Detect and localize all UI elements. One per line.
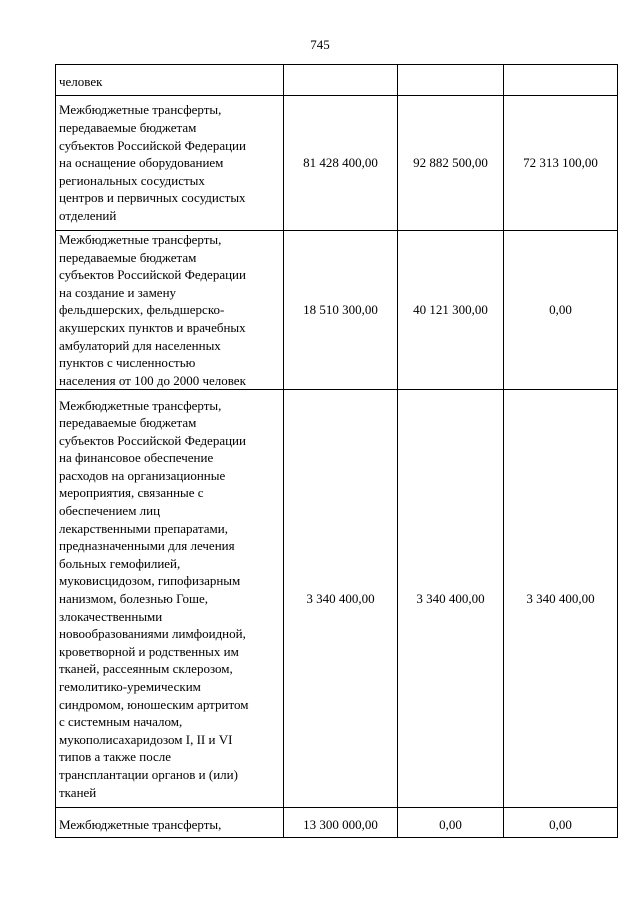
description-line: трансплантации органов и (или) xyxy=(59,766,238,782)
description-line: отделений xyxy=(59,207,117,223)
table-row xyxy=(56,96,618,231)
description-line: амбулаторий для населенных xyxy=(59,337,221,353)
description-line: новообразованиями лимфоидной, xyxy=(59,626,246,642)
description-line: Межбюджетные трансферты, xyxy=(59,397,222,413)
description-line: муковисцидозом, гипофизарным xyxy=(59,573,241,589)
description-line: Межбюджетные трансферты, xyxy=(59,232,222,247)
amount-year-1: 3 340 400,00 xyxy=(284,390,398,808)
description-line: обеспечением лиц xyxy=(59,503,161,519)
description-line: лекарственными препаратами, xyxy=(59,520,228,536)
budget-table-body xyxy=(56,65,618,838)
amount-year-2 xyxy=(398,65,504,96)
description-line: предназначенными для лечения xyxy=(59,538,235,554)
table-row xyxy=(56,390,618,808)
description-line: передаваемые бюджетам xyxy=(59,415,197,431)
description-line: на создание и замену xyxy=(59,284,177,300)
description-line: на финансовое обеспечение xyxy=(59,450,214,466)
amount-year-2: 3 340 400,00 xyxy=(398,390,504,808)
description-line: субъектов Российской Федерации xyxy=(59,137,246,153)
description-line: типов а также после xyxy=(59,749,172,765)
description-line: населения от 100 до 2000 человек xyxy=(59,372,246,388)
description-line: передаваемые бюджетам xyxy=(59,249,197,265)
description-line: Межбюджетные трансферты, xyxy=(59,816,222,832)
description-line: синдромом, юношеским артритом xyxy=(59,696,249,712)
description-line: мероприятия, связанные с xyxy=(59,485,204,501)
amount-year-3 xyxy=(504,65,618,96)
table-row xyxy=(56,65,618,96)
amount-year-1 xyxy=(284,65,398,96)
row-description xyxy=(56,65,284,96)
description-line: тканей, рассеянным склерозом, xyxy=(59,661,233,677)
amount-year-2: 92 882 500,00 xyxy=(398,96,504,231)
row-description xyxy=(56,808,284,838)
row-description xyxy=(56,231,284,390)
description-line: нанизмом, болезнью Гоше, xyxy=(59,591,209,607)
table-row xyxy=(56,231,618,390)
description-line: пунктов с численностью xyxy=(59,355,196,371)
amount-year-2: 40 121 300,00 xyxy=(398,231,504,390)
amount-year-1: 13 300 000,00 xyxy=(284,808,398,838)
amount-year-3: 0,00 xyxy=(504,808,618,838)
description-line: на оснащение оборудованием xyxy=(59,155,224,171)
amount-year-1: 81 428 400,00 xyxy=(284,96,398,231)
description-line: расходов на организационные xyxy=(59,467,226,483)
description-line: центров и первичных сосудистых xyxy=(59,190,246,206)
row-description xyxy=(56,96,284,231)
description-line: злокачественными xyxy=(59,608,163,624)
description-line: акушерских пунктов и врачебных xyxy=(59,319,246,335)
budget-table xyxy=(55,64,618,838)
description-line: передаваемые бюджетам xyxy=(59,120,197,136)
description-line: тканей xyxy=(59,784,97,800)
description-line: фельдшерских, фельдшерско- xyxy=(59,302,225,318)
description-line: больных гемофилией, xyxy=(59,555,181,571)
amount-year-3: 0,00 xyxy=(504,231,618,390)
description-line: региональных сосудистых xyxy=(59,172,205,188)
description-line: субъектов Российской Федерации xyxy=(59,432,246,448)
description-line: с системным началом, xyxy=(59,714,183,730)
description-line: мукополисахаридозом I, II и VI xyxy=(59,731,233,747)
amount-year-1: 18 510 300,00 xyxy=(284,231,398,390)
amount-year-3: 72 313 100,00 xyxy=(504,96,618,231)
amount-year-2: 0,00 xyxy=(398,808,504,838)
description-line: субъектов Российской Федерации xyxy=(59,267,246,283)
description-line: гемолитико-уремическим xyxy=(59,679,201,695)
description-line: человек xyxy=(59,73,103,89)
description-line: Межбюджетные трансферты, xyxy=(59,102,222,118)
amount-year-3: 3 340 400,00 xyxy=(504,390,618,808)
table-row xyxy=(56,808,618,838)
row-description xyxy=(56,390,284,808)
description-line: кроветворной и родственных им xyxy=(59,643,239,659)
page-number: 745 xyxy=(310,37,330,52)
